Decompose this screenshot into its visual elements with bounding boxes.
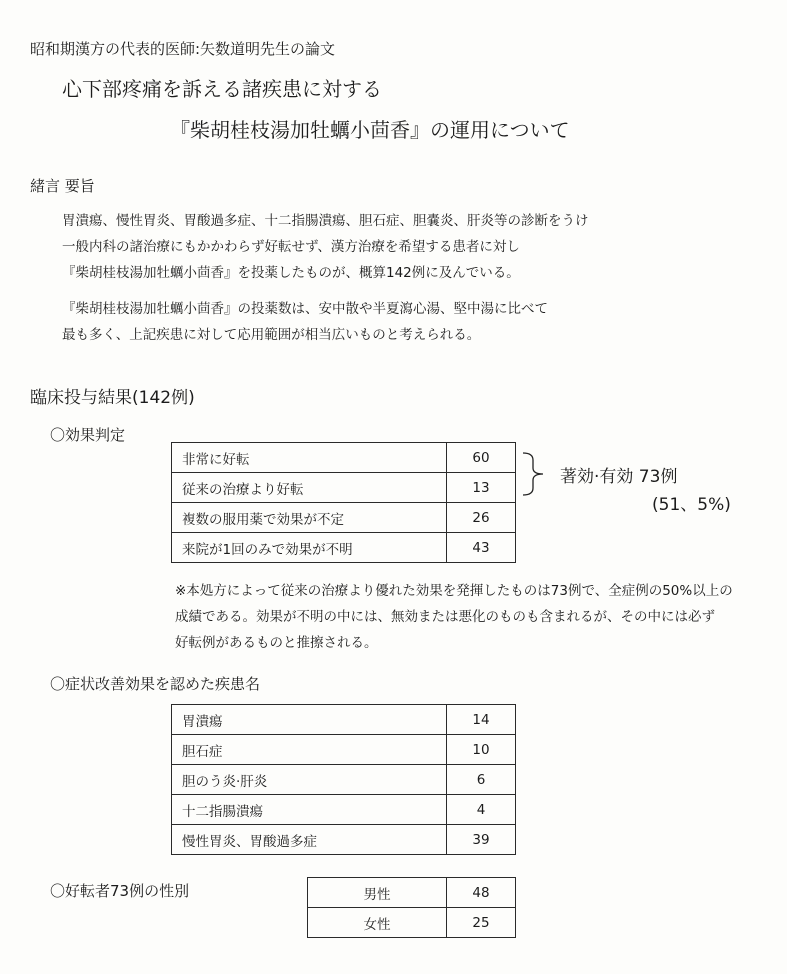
- row-label: 男性: [308, 878, 447, 908]
- intro-heading: 緒言 要旨: [30, 177, 95, 195]
- row-label: 来院が1回のみで効果が不明: [172, 533, 447, 563]
- effect-note-line: 成績である。効果が不明の中には、無効または悪化のものも含まれるが、その中には必ず: [175, 609, 715, 625]
- row-value: 48: [447, 878, 516, 908]
- row-label: 従来の治療より好転: [172, 473, 447, 503]
- title-line-1: 心下部疼痛を訴える諸疾患に対する: [62, 77, 382, 101]
- table-row: [172, 503, 516, 533]
- row-value: 10: [447, 735, 516, 765]
- row-value: 13: [447, 473, 516, 503]
- row-label: 十二指腸潰瘍: [172, 795, 447, 825]
- diseases-table: [171, 704, 516, 855]
- right-brace-icon: [521, 452, 551, 496]
- table-row: [172, 443, 516, 473]
- effect-heading: 〇効果判定: [50, 426, 126, 444]
- row-label: 胆のう炎·肝炎: [172, 765, 447, 795]
- row-label: 胃潰瘍: [172, 705, 447, 735]
- effect-note-line: ※本処方によって従来の治療より優れた効果を発揮したものは73例で、全症例の50%以上の: [175, 583, 733, 599]
- table-row: [172, 735, 516, 765]
- row-label: 複数の服用薬で効果が不定: [172, 503, 447, 533]
- table-row: [172, 825, 516, 855]
- row-value: 14: [447, 705, 516, 735]
- effect-note-line: 好転例があるものと推擦される。: [175, 635, 378, 651]
- row-value: 60: [447, 443, 516, 473]
- row-label: 胆石症: [172, 735, 447, 765]
- table-row: [172, 533, 516, 563]
- table-row: [172, 705, 516, 735]
- gender-heading: 〇好転者73例の性別: [50, 882, 190, 900]
- table-row: [308, 878, 516, 908]
- row-value: 43: [447, 533, 516, 563]
- row-value: 6: [447, 765, 516, 795]
- intro-paragraph1-line: 一般内科の諸治療にもかかわらず好転せず、漢方治療を希望する患者に対し: [62, 239, 520, 255]
- results-heading: 臨床投与結果(142例): [30, 388, 195, 408]
- intro-paragraph1-line: 胃潰瘍、慢性胃炎、胃酸過多症、十二指腸潰瘍、胆石症、胆嚢炎、肝炎等の診断をうけ: [62, 213, 589, 229]
- diseases-heading: 〇症状改善効果を認めた疾患名: [50, 675, 261, 693]
- effect-table: [171, 442, 516, 563]
- row-label: 慢性胃炎、胃酸過多症: [172, 825, 447, 855]
- effect-summary-label: 著効·有効 73例: [560, 467, 678, 487]
- document-lead: 昭和期漢方の代表的医師:矢数道明先生の論文: [30, 40, 336, 58]
- intro-paragraph1-line: 『柴胡桂枝湯加牡蠣小茴香』を投薬したものが、概算142例に及んでいる。: [62, 265, 520, 281]
- row-label: 女性: [308, 908, 447, 938]
- table-row: [172, 795, 516, 825]
- row-value: 25: [447, 908, 516, 938]
- row-label: 非常に好転: [172, 443, 447, 473]
- gender-table: [307, 877, 516, 938]
- table-row: [172, 473, 516, 503]
- intro-paragraph2-line: 最も多く、上記疾患に対して応用範囲が相当広いものと考えられる。: [62, 327, 481, 343]
- row-value: 39: [447, 825, 516, 855]
- title-line-2: 『柴胡桂枝湯加牡蠣小茴香』の運用について: [170, 118, 570, 142]
- intro-paragraph2-line: 『柴胡桂枝湯加牡蠣小茴香』の投薬数は、安中散や半夏瀉心湯、堅中湯に比べて: [62, 301, 548, 317]
- row-value: 26: [447, 503, 516, 533]
- table-row: [308, 908, 516, 938]
- row-value: 4: [447, 795, 516, 825]
- effect-summary-percent: (51、5%): [652, 495, 731, 515]
- table-row: [172, 765, 516, 795]
